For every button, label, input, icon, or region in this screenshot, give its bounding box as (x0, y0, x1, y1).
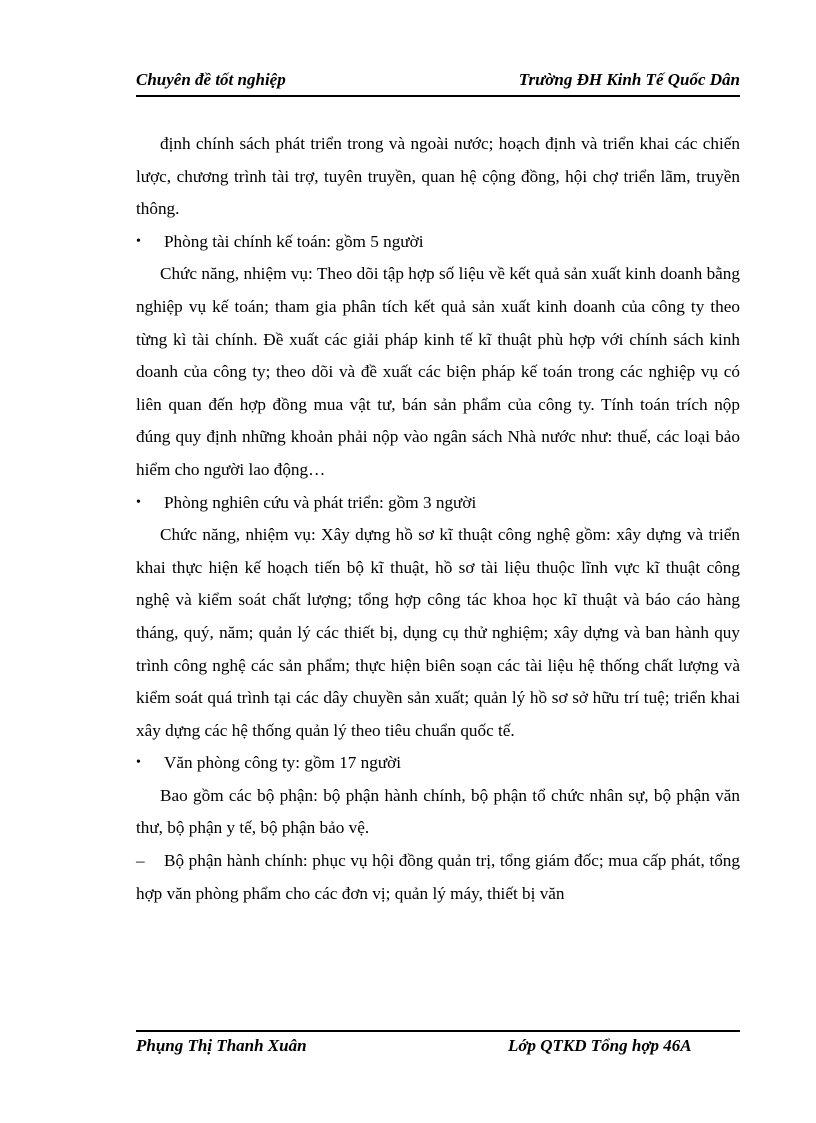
footer-class: Lớp QTKD Tổng hợp 46A (508, 1036, 692, 1055)
paragraph-continuation: định chính sách phát triển trong và ngoài nước; hoạch định và triển khai các chiến lược, chương trình tài trợ, tuyên truyền, quan hệ cộng đồng, hội chợ triển lãm, truyền thông. (136, 134, 740, 219)
bullet-text: Phòng tài chính kế toán: gồm 5 người (164, 231, 424, 251)
bullet-company-office (136, 747, 740, 780)
bullet-icon: • (136, 755, 141, 771)
header-title-left: Chuyên đề tốt nghiệp (136, 70, 286, 89)
bullet-text: Văn phòng công ty: gồm 17 người (164, 753, 402, 773)
page-header (136, 70, 740, 92)
dash-text: Bộ phận hành chính: phục vụ hội đồng quản trị, tổng giám đốc; mua cấp phát, tổng hợp văn phòng phẩm cho các đơn vị; quản lý máy, thiết bị văn (136, 851, 740, 903)
bullet-icon: • (136, 233, 141, 249)
dash-mark: – (136, 851, 145, 871)
footer-rule (136, 1030, 740, 1032)
page-footer (136, 1036, 740, 1058)
bullet-rnd-department (136, 487, 740, 520)
header-title-right: Trường ĐH Kinh Tế Quốc Dân (518, 70, 740, 89)
dash-item-admin (136, 845, 740, 910)
header-rule (136, 95, 740, 97)
bullet-text: Phòng nghiên cứu và phát triển: gồm 3 người (164, 492, 477, 512)
bullet-icon: • (136, 494, 141, 510)
document-body (136, 128, 740, 910)
paragraph-office-units: Bao gồm các bộ phận: bộ phận hành chính, bộ phận tổ chức nhân sự, bộ phận văn thư, bộ phận y tế, bộ phận bảo vệ. (136, 785, 740, 838)
bullet-finance-department (136, 226, 740, 259)
footer-author: Phụng Thị Thanh Xuân (136, 1036, 307, 1055)
paragraph-finance-duties: Chức năng, nhiệm vụ: Theo dõi tập hợp số liệu về kết quả sản xuất kinh doanh bằng nghiệp vụ kế toán; tham gia phân tích kết quả sản xuất kinh doanh của công ty theo từng kì tài chính. Đề xuất các giải pháp kinh tế kĩ thuật phù hợp với chính sách kinh doanh của công ty; theo dõi và đề xuất các biện pháp kế toán trong các nghiệp vụ có liên quan đến hợp đồng mua vật tư, bán sản phẩm của công ty. Tính toán trích nộp đúng quy định những khoản phải nộp vào ngân sách Nhà nước như: thuế, các loại bảo hiểm cho người lao động… (136, 264, 740, 479)
paragraph-rnd-duties: Chức năng, nhiệm vụ: Xây dựng hồ sơ kĩ thuật công nghệ gồm: xây dựng và triển khai thực hiện kế hoạch tiến bộ kĩ thuật, hồ sơ tài liệu thuộc lĩnh vực kĩ thuật công nghệ và kiểm soát chất lượng; tổng hợp công tác khoa học kĩ thuật và báo cáo hàng tháng, quý, năm; quản lý các thiết bị, dụng cụ thử nghiệm; xây dựng và ban hành quy trình công nghệ các sản phẩm; thực hiện biên soạn các tài liệu hệ thống chất lượng và kiểm soát quá trình tại các dây chuyền sản xuất; quản lý hồ sơ sở hữu trí tuệ; triển khai xây dựng các hệ thống quản lý theo tiêu chuẩn quốc tế. (136, 525, 740, 740)
